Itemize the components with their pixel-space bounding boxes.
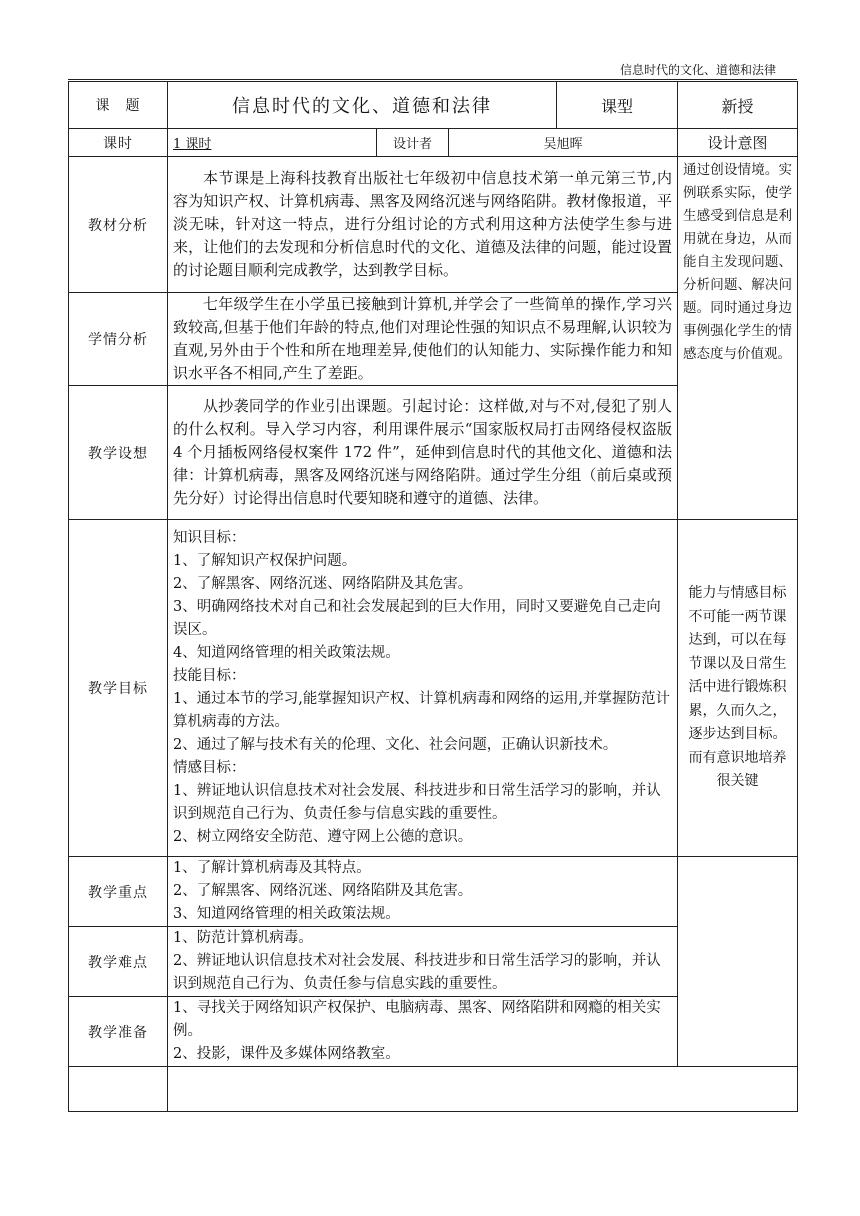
preparation-line: 1、寻找关于网络知识产权保护、电脑病毒、黑客、网络陷阱和网瘾的相关实例。 — [173, 1000, 661, 1039]
objectives-line: 1、辨证地认识信息技术对社会发展、科技进步和日常生活学习的影响，并认识到规范自己行为、负责任参与信息实践的重要性。 — [173, 783, 661, 822]
hours-label: 课时 — [69, 129, 168, 157]
objectives-line: 3、明确网络技术对自己和社会发展起到的巨大作用，同时又要避免自己走向误区。 — [173, 599, 661, 638]
designer-value: 吴旭晖 — [449, 129, 678, 157]
key-points-row — [69, 857, 798, 927]
design-text: 从抄袭同学的作业引出课题。引起讨论：这样做,对与不对,侵犯了别人的什么权利。导入学习内容，利用课件展示“国家版权局打击网络侵权盗版 4 个月插板网络侵权案件 172 件”，延伸到信息时代的其他文化、道德和法律：计算机病毒，黑客及网络沉迷与网络陷阱。通过学生分组（前后桌或预先分好）讨论得出信息时代要知晓和遵守的道德、法律。 — [168, 386, 678, 520]
objectives-line: 2、通过了解与技术有关的伦理、文化、社会问题，正确认识新技术。 — [173, 737, 618, 753]
designer-label: 设计者 — [377, 129, 449, 157]
objectives-line: 情感目标： — [173, 760, 246, 776]
objectives-line: 知识目标： — [173, 530, 246, 546]
objectives-line: 1、了解知识产权保护问题。 — [173, 553, 357, 569]
materials-label: 教材分析 — [69, 157, 168, 293]
title-label: 课 题 — [69, 82, 168, 129]
key-points-line: 3、知道网络管理的相关政策法规。 — [173, 906, 400, 922]
objectives-line: 2、了解黑客、网络沉迷、网络陷阱及其危害。 — [173, 576, 473, 592]
running-header: 信息时代的文化、道德和法律 — [619, 63, 776, 77]
objectives-line: 2、树立网络安全防范、遵守网上公德的意识。 — [173, 829, 473, 845]
meta-row — [69, 129, 798, 157]
students-label: 学情分析 — [69, 293, 168, 386]
key-points-line: 1、了解计算机病毒及其特点。 — [173, 860, 371, 876]
title-row — [69, 82, 798, 129]
lesson-type-value: 新授 — [678, 82, 798, 129]
design-label: 教学设想 — [69, 386, 168, 520]
key-points-label: 教学重点 — [69, 857, 168, 927]
objectives-content — [168, 520, 678, 857]
materials-text: 本节课是上海科技教育出版社七年级初中信息技术第一单元第三节,内容为知识产权、计算机病毒、黑客及网络沉迷与网络陷阱。教材像报道，平淡无味，针对这一特点，进行分组讨论的方式利用这种方法使学生参与进来，让他们的去发现和分析信息时代的文化、道德及法律的问题，能过设置的讨论题目顺利完成教学，达到教学目标。 — [168, 157, 678, 293]
hours-value-text: 1 课时 — [173, 137, 212, 152]
key-points-content — [168, 857, 678, 927]
intent-note-middle: 能力与情感目标不可能一两节课达到，可以在每节课以及日常生活中进行锻炼积累，久而久之，逐步达到目标。而有意识地培养很关键 — [678, 520, 798, 857]
lesson-title: 信息时代的文化、道德和法律 — [168, 82, 557, 129]
objectives-row — [69, 520, 798, 857]
materials-row — [69, 157, 798, 293]
preparation-line: 2、投影，课件及多媒体网络教室。 — [173, 1046, 400, 1062]
key-points-line: 2、了解黑客、网络沉迷、网络陷阱及其危害。 — [173, 883, 473, 899]
students-text: 七年级学生在小学虽已接触到计算机,并学会了一些简单的操作,学习兴致较高,但基于他们年龄的特点,他们对理论性强的知识点不易理解,认识较为直观,另外由于个性和所在地理差异,使他们的认知能力、实际操作能力和知识水平各不相同,产生了差距。 — [168, 293, 678, 386]
intent-note-upper: 通过创设情境。实例联系实际，使学生感受到信息是利用就在身边，从而能自主发现问题、分析问题、解决问题。同时通过身边事例强化学生的情感态度与价值观。 — [678, 157, 798, 520]
difficulties-line: 2、辨证地认识信息技术对社会发展、科技进步和日常生活学习的影响，并认识到规范自己行为、负责任参与信息实践的重要性。 — [173, 953, 661, 992]
objectives-label: 教学目标 — [69, 520, 168, 857]
design-intent-label: 设计意图 — [678, 129, 798, 157]
empty-content-cell — [168, 1067, 798, 1112]
hours-value — [168, 129, 377, 157]
lesson-type-label: 课型 — [557, 82, 678, 129]
preparation-label: 教学准备 — [69, 997, 168, 1067]
difficulties-line: 1、防范计算机病毒。 — [173, 930, 313, 946]
difficulties-label: 教学难点 — [69, 927, 168, 997]
header-rule — [68, 79, 797, 80]
empty-row — [69, 1067, 798, 1112]
difficulties-content — [168, 927, 678, 997]
objectives-line: 1、通过本节的学习,能掌握知识产权、计算机病毒和网络的运用,并掌握防范计算机病毒的方法。 — [173, 691, 670, 730]
preparation-content — [168, 997, 678, 1067]
empty-label-cell — [69, 1067, 168, 1112]
objectives-line: 技能目标： — [173, 668, 246, 684]
lesson-plan-table — [68, 81, 798, 1112]
objectives-line: 4、知道网络管理的相关政策法规。 — [173, 645, 400, 661]
intent-note-lower — [678, 857, 798, 1067]
